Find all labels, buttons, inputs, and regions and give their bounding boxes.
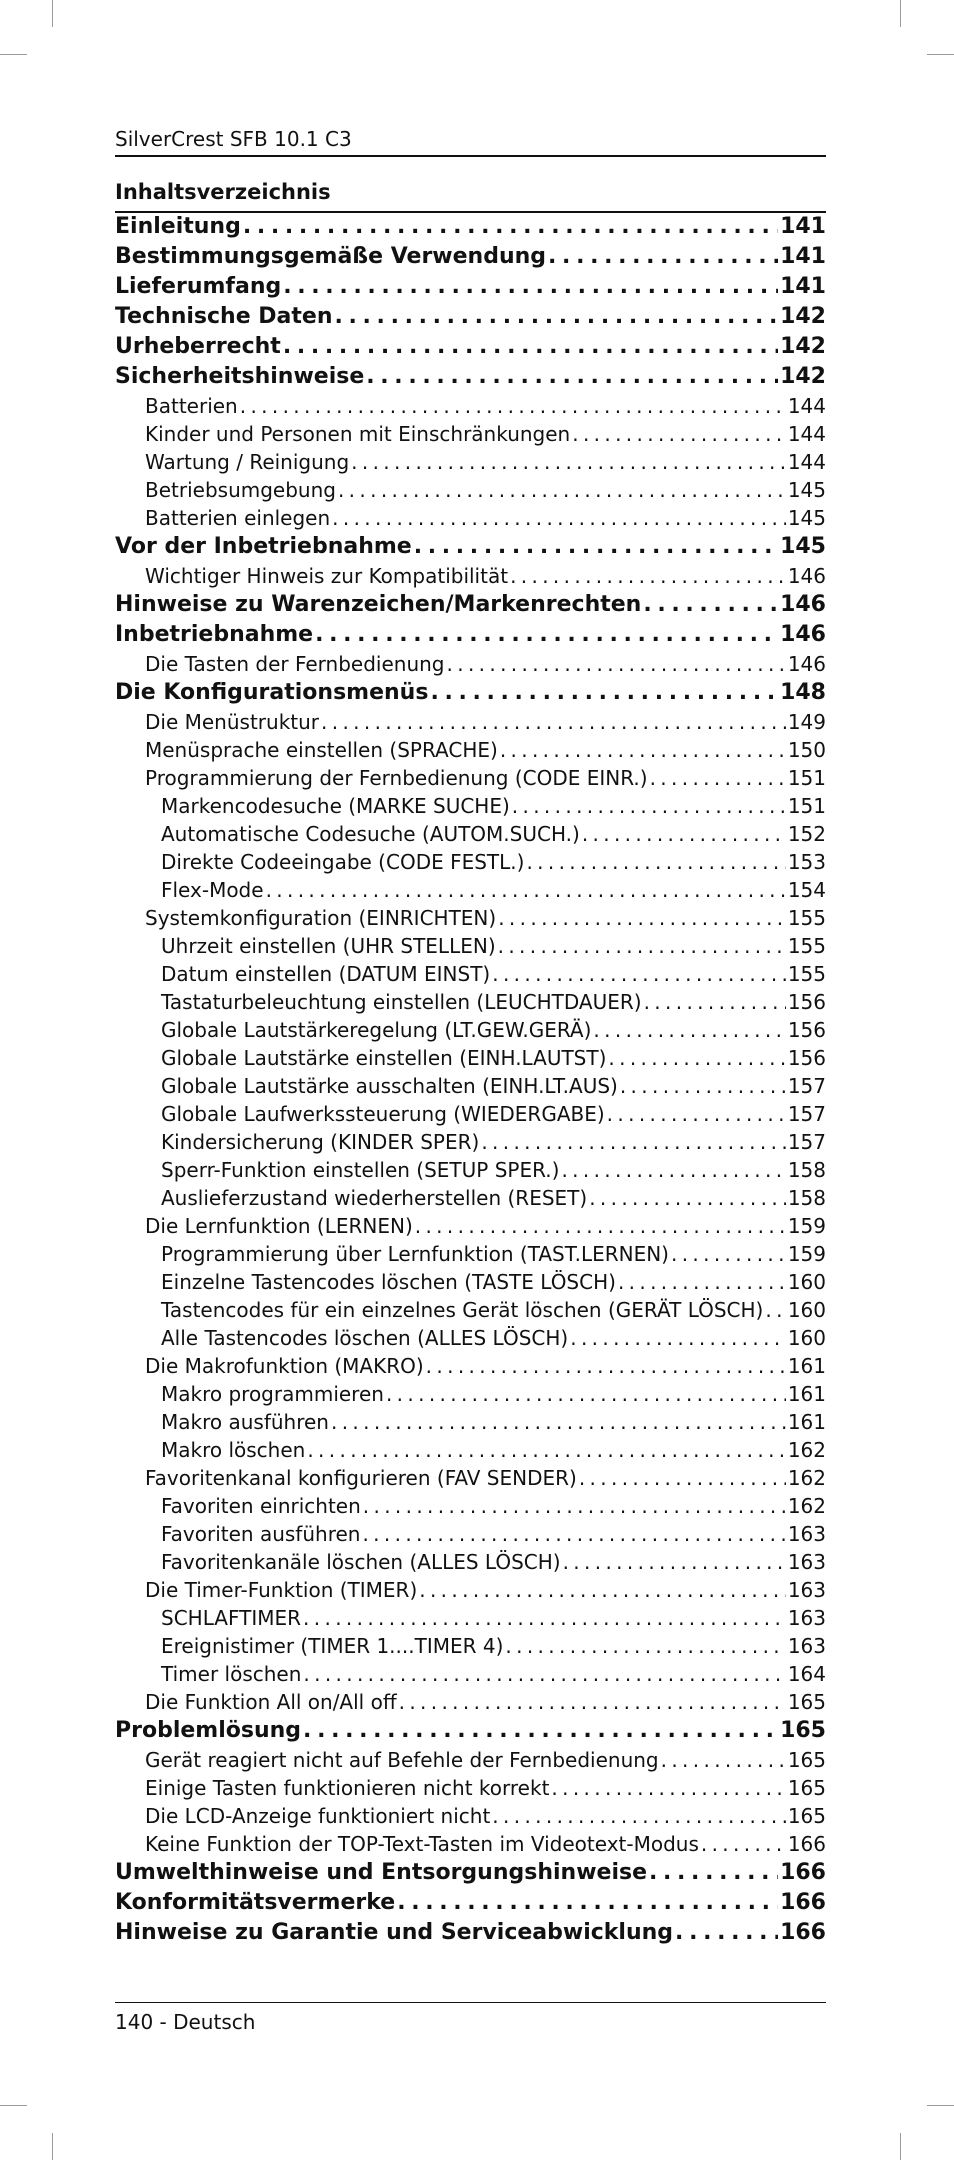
toc-entry-title: Globale Lautstärke ausschalten (EINH.LT.AUS) <box>161 1074 618 1098</box>
toc-entry-title: Tastaturbeleuchtung einstellen (LEUCHTDAUER) <box>161 990 642 1014</box>
toc-entry-page: 141 <box>780 244 826 269</box>
toc-entry[interactable] <box>115 506 826 534</box>
toc-leader-dots <box>492 1804 786 1828</box>
toc-leader-dots <box>643 592 778 617</box>
toc-entry[interactable] <box>115 680 826 710</box>
toc-entry-page: 145 <box>787 478 826 502</box>
footer-rule <box>115 2002 826 2003</box>
toc-entry[interactable] <box>115 1018 826 1046</box>
toc-entry-page: 154 <box>787 878 826 902</box>
toc-entry-title: Uhrzeit einstellen (UHR STELLEN) <box>161 934 496 958</box>
toc-entry-title: Die Tasten der Fernbedienung <box>145 652 445 676</box>
toc-entry[interactable] <box>115 534 826 564</box>
toc-leader-dots <box>426 1354 786 1378</box>
toc-leader-dots <box>589 1186 786 1210</box>
toc-entry[interactable] <box>115 1494 826 1522</box>
toc-entry-title: Ereignistimer (TIMER 1....TIMER 4) <box>161 1634 504 1658</box>
toc-entry-page: 153 <box>787 850 826 874</box>
toc-entry-title: Sicherheitshinweise <box>115 364 365 389</box>
toc-entry-title: Konformitätsvermerke <box>115 1890 396 1915</box>
toc-entry-title: Kindersicherung (KINDER SPER) <box>161 1130 480 1154</box>
toc-leader-dots <box>303 1606 786 1630</box>
toc-leader-dots <box>572 422 786 446</box>
toc-leader-dots <box>419 1578 786 1602</box>
toc-entry-page: 166 <box>787 1832 826 1856</box>
toc-leader-dots <box>526 850 785 874</box>
toc-leader-dots <box>362 1522 785 1546</box>
crop-mark <box>900 0 901 27</box>
toc-entry-page: 162 <box>787 1466 826 1490</box>
toc-entry-page: 164 <box>787 1662 826 1686</box>
toc-entry-title: Inbetriebnahme <box>115 622 314 647</box>
toc-entry[interactable] <box>115 622 826 652</box>
toc-entry-page: 163 <box>787 1606 826 1630</box>
crop-mark <box>52 0 53 27</box>
toc-entry-page: 159 <box>787 1214 826 1238</box>
toc-entry[interactable] <box>115 794 826 822</box>
toc-leader-dots <box>510 564 786 588</box>
toc-entry[interactable] <box>115 1438 826 1466</box>
toc-entry-title: Kinder und Personen mit Einschränkungen <box>145 422 571 446</box>
toc-entry[interactable] <box>115 1186 826 1214</box>
toc-leader-dots <box>498 906 786 930</box>
toc-entry-title: Flex-Mode <box>161 878 264 902</box>
toc-entry-page: 156 <box>787 990 826 1014</box>
toc-entry-title: Favoriten ausführen <box>161 1522 361 1546</box>
toc-entry-page: 163 <box>787 1634 826 1658</box>
toc-leader-dots <box>570 1326 786 1350</box>
table-of-contents <box>115 214 826 1950</box>
toc-leader-dots <box>607 1102 786 1126</box>
toc-entry[interactable] <box>115 1242 826 1270</box>
toc-entry-page: 163 <box>787 1550 826 1574</box>
toc-leader-dots <box>492 962 786 986</box>
toc-entry-page: 155 <box>787 934 826 958</box>
toc-entry-title: Makro programmieren <box>161 1382 384 1406</box>
toc-entry-page: 144 <box>787 450 826 474</box>
toc-entry-title: Die Timer-Funktion (TIMER) <box>145 1578 418 1602</box>
toc-entry[interactable] <box>115 394 826 422</box>
header-rule <box>115 155 826 157</box>
toc-entry-title: Datum einstellen (DATUM EINST) <box>161 962 491 986</box>
toc-entry-title: Favoritenkanal konfigurieren (FAV SENDER) <box>145 1466 577 1490</box>
toc-entry-page: 166 <box>780 1860 826 1885</box>
toc-entry[interactable] <box>115 1748 826 1776</box>
toc-entry-page: 160 <box>787 1270 826 1294</box>
toc-entry[interactable] <box>115 450 826 478</box>
toc-entry-page: 146 <box>787 564 826 588</box>
toc-entry[interactable] <box>115 478 826 506</box>
toc-entry-title: Batterien einlegen <box>145 506 331 530</box>
toc-entry[interactable] <box>115 274 826 304</box>
toc-entry[interactable] <box>115 850 826 878</box>
toc-entry-page: 165 <box>780 1718 826 1743</box>
toc-entry-title: Makro löschen <box>161 1438 306 1462</box>
toc-leader-dots <box>551 1776 785 1800</box>
toc-leader-dots <box>500 738 786 762</box>
crop-mark <box>0 2105 27 2106</box>
toc-entry-page: 155 <box>787 962 826 986</box>
toc-leader-dots <box>331 1410 786 1434</box>
toc-leader-dots <box>266 878 786 902</box>
toc-entry-title: Vor der Inbetriebnahme <box>115 534 412 559</box>
page-footer: 140 - Deutsch <box>115 2010 256 2034</box>
toc-entry-title: Bestimmungsgemäße Verwendung <box>115 244 547 269</box>
toc-entry-page: 155 <box>787 906 826 930</box>
toc-leader-dots <box>351 450 786 474</box>
toc-entry[interactable] <box>115 304 826 334</box>
toc-leader-dots <box>481 1130 786 1154</box>
toc-entry[interactable] <box>115 244 826 274</box>
toc-leader-dots <box>338 478 786 502</box>
toc-leader-dots <box>397 1890 778 1915</box>
toc-leader-dots <box>661 1748 786 1772</box>
crop-mark <box>52 2133 53 2160</box>
toc-leader-dots <box>671 1242 786 1266</box>
toc-leader-dots <box>579 1466 786 1490</box>
toc-entry-title: Die Menüstruktur <box>145 710 320 734</box>
toc-entry-title: Globale Lautstärke einstellen (EINH.LAUTST) <box>161 1046 607 1070</box>
toc-leader-dots <box>430 680 778 705</box>
toc-entry[interactable] <box>115 1214 826 1242</box>
toc-entry-page: 151 <box>787 794 826 818</box>
toc-entry-page: 161 <box>787 1354 826 1378</box>
toc-entry-title: Hinweise zu Garantie und Serviceabwicklung <box>115 1920 674 1945</box>
toc-entry[interactable] <box>115 1046 826 1074</box>
toc-entry[interactable] <box>115 1690 826 1718</box>
toc-entry-title: Batterien <box>145 394 238 418</box>
toc-leader-dots <box>447 652 786 676</box>
toc-entry[interactable] <box>115 1578 826 1606</box>
toc-entry-page: 165 <box>787 1690 826 1714</box>
toc-entry[interactable] <box>115 962 826 990</box>
toc-entry-title: Sperr-Funktion einstellen (SETUP SPER.) <box>161 1158 560 1182</box>
toc-heading-rule <box>115 211 826 213</box>
toc-entry[interactable] <box>115 652 826 680</box>
toc-entry-title: Technische Daten <box>115 304 333 329</box>
toc-entry-page: 166 <box>780 1920 826 1945</box>
toc-entry-page: 165 <box>787 1776 826 1800</box>
toc-entry-page: 148 <box>780 680 826 705</box>
toc-leader-dots <box>303 1662 785 1686</box>
toc-leader-dots <box>593 1018 785 1042</box>
toc-entry-page: 156 <box>787 1046 826 1070</box>
toc-entry-page: 142 <box>780 334 826 359</box>
toc-entry-title: Alle Tastencodes löschen (ALLES LÖSCH) <box>161 1326 569 1350</box>
toc-leader-dots <box>608 1046 785 1070</box>
toc-leader-dots <box>283 274 778 299</box>
toc-entry-title: Direkte Codeeingabe (CODE FESTL.) <box>161 850 525 874</box>
toc-leader-dots <box>363 1494 786 1518</box>
toc-entry-page: 160 <box>787 1326 826 1350</box>
toc-entry-title: Wartung / Reinigung <box>145 450 350 474</box>
toc-entry-page: 158 <box>787 1158 826 1182</box>
toc-entry-title: Automatische Codesuche (AUTOM.SUCH.) <box>161 822 580 846</box>
toc-leader-dots <box>765 1298 785 1322</box>
toc-entry[interactable] <box>115 1550 826 1578</box>
toc-entry-title: Gerät reagiert nicht auf Befehle der Fernbedienung <box>145 1748 659 1772</box>
toc-entry-title: Markencodesuche (MARKE SUCHE) <box>161 794 510 818</box>
toc-entry-page: 141 <box>780 274 826 299</box>
toc-leader-dots <box>414 534 778 559</box>
toc-entry[interactable] <box>115 1410 826 1438</box>
toc-entry-title: Die LCD-Anzeige funktioniert nicht <box>145 1804 491 1828</box>
toc-leader-dots <box>649 1860 778 1885</box>
toc-leader-dots <box>335 304 779 329</box>
toc-entry-page: 163 <box>787 1578 826 1602</box>
toc-entry-page: 149 <box>787 710 826 734</box>
toc-entry-title: Einige Tasten funktionieren nicht korrekt <box>145 1776 550 1800</box>
toc-leader-dots <box>644 990 786 1014</box>
toc-entry-title: Timer löschen <box>161 1662 302 1686</box>
toc-entry[interactable] <box>115 1606 826 1634</box>
toc-entry[interactable] <box>115 1382 826 1410</box>
toc-entry-title: Favoritenkanäle löschen (ALLES LÖSCH) <box>161 1550 561 1574</box>
crop-mark <box>927 2105 954 2106</box>
toc-entry-title: Programmierung der Fernbedienung (CODE EINR.) <box>145 766 648 790</box>
toc-entry[interactable] <box>115 1920 826 1950</box>
toc-entry-title: Makro ausführen <box>161 1410 329 1434</box>
toc-entry-title: Tastencodes für ein einzelnes Gerät löschen (GERÄT LÖSCH) <box>161 1298 764 1322</box>
toc-entry-page: 152 <box>787 822 826 846</box>
toc-entry[interactable] <box>115 1298 826 1326</box>
toc-entry-page: 146 <box>787 652 826 676</box>
toc-entry-page: 157 <box>787 1130 826 1154</box>
toc-entry-title: Einzelne Tastencodes löschen (TASTE LÖSCH) <box>161 1270 616 1294</box>
toc-entry[interactable] <box>115 1354 826 1382</box>
toc-entry[interactable] <box>115 1718 826 1748</box>
toc-entry-title: Globale Laufwerkssteuerung (WIEDERGABE) <box>161 1102 605 1126</box>
toc-entry[interactable] <box>115 990 826 1018</box>
toc-entry-title: Hinweise zu Warenzeichen/Markenrechten <box>115 592 642 617</box>
toc-entry[interactable] <box>115 934 826 962</box>
toc-leader-dots <box>243 214 778 239</box>
toc-leader-dots <box>386 1382 786 1406</box>
toc-leader-dots <box>620 1074 786 1098</box>
toc-entry-title: Wichtiger Hinweis zur Kompatibilität <box>145 564 509 588</box>
toc-entry-page: 166 <box>780 1890 826 1915</box>
toc-entry[interactable] <box>115 564 826 592</box>
toc-entry-title: Auslieferzustand wiederherstellen (RESET) <box>161 1186 588 1210</box>
toc-entry-page: 146 <box>780 592 826 617</box>
toc-entry-page: 165 <box>787 1748 826 1772</box>
toc-entry[interactable] <box>115 1634 826 1662</box>
toc-entry-page: 144 <box>787 422 826 446</box>
toc-entry-title: Die Lernfunktion (LERNEN) <box>145 1214 413 1238</box>
toc-leader-dots <box>321 710 786 734</box>
crop-mark <box>0 54 27 55</box>
toc-leader-dots <box>399 1690 786 1714</box>
toc-entry-title: Die Funktion All on/All off <box>145 1690 397 1714</box>
toc-leader-dots <box>505 1634 785 1658</box>
toc-leader-dots <box>307 1438 785 1462</box>
crop-mark <box>927 54 954 55</box>
toc-entry-page: 141 <box>780 214 826 239</box>
toc-entry[interactable] <box>115 878 826 906</box>
toc-heading: Inhaltsverzeichnis <box>115 180 331 204</box>
toc-entry-title: Betriebsumgebung <box>145 478 336 502</box>
toc-entry-page: 145 <box>787 506 826 530</box>
toc-entry-page: 157 <box>787 1102 826 1126</box>
toc-leader-dots <box>650 766 786 790</box>
toc-entry[interactable] <box>115 906 826 934</box>
toc-leader-dots <box>548 244 778 269</box>
toc-entry[interactable] <box>115 1522 826 1550</box>
toc-entry-title: Keine Funktion der TOP-Text-Tasten im Videotext-Modus <box>145 1832 699 1856</box>
toc-entry[interactable] <box>115 334 826 364</box>
toc-entry-title: Die Konfigurationsmenüs <box>115 680 429 705</box>
toc-entry[interactable] <box>115 1158 826 1186</box>
toc-entry[interactable] <box>115 1102 826 1130</box>
toc-entry[interactable] <box>115 1804 826 1832</box>
toc-entry[interactable] <box>115 1890 826 1920</box>
toc-entry[interactable] <box>115 1270 826 1298</box>
toc-entry[interactable] <box>115 422 826 450</box>
toc-leader-dots <box>240 394 786 418</box>
toc-entry-page: 159 <box>787 1242 826 1266</box>
crop-mark <box>900 2133 901 2160</box>
toc-leader-dots <box>675 1920 778 1945</box>
toc-entry-page: 142 <box>780 364 826 389</box>
toc-leader-dots <box>618 1270 786 1294</box>
toc-entry[interactable] <box>115 1860 826 1890</box>
toc-entry-page: 162 <box>787 1494 826 1518</box>
toc-entry[interactable] <box>115 1662 826 1690</box>
toc-entry-page: 157 <box>787 1074 826 1098</box>
toc-leader-dots <box>332 506 786 530</box>
toc-leader-dots <box>366 364 778 389</box>
toc-leader-dots <box>582 822 786 846</box>
toc-entry-title: Einleitung <box>115 214 241 239</box>
toc-leader-dots <box>283 334 778 359</box>
toc-entry[interactable] <box>115 1130 826 1158</box>
toc-entry-page: 162 <box>787 1438 826 1462</box>
toc-leader-dots <box>563 1550 786 1574</box>
toc-entry-page: 165 <box>787 1804 826 1828</box>
toc-leader-dots <box>561 1158 785 1182</box>
toc-entry-title: Urheberrecht <box>115 334 281 359</box>
toc-entry-title: Systemkonfiguration (EINRICHTEN) <box>145 906 497 930</box>
toc-entry-page: 163 <box>787 1522 826 1546</box>
toc-entry-title: Favoriten einrichten <box>161 1494 361 1518</box>
toc-entry[interactable] <box>115 364 826 394</box>
toc-entry-title: Die Makrofunktion (MAKRO) <box>145 1354 424 1378</box>
toc-entry-page: 150 <box>787 738 826 762</box>
toc-entry[interactable] <box>115 1074 826 1102</box>
toc-entry[interactable] <box>115 766 826 794</box>
page-header-title: SilverCrest SFB 10.1 C3 <box>115 127 352 151</box>
toc-entry-page: 161 <box>787 1410 826 1434</box>
toc-entry[interactable] <box>115 710 826 738</box>
toc-entry-page: 146 <box>780 622 826 647</box>
toc-entry[interactable] <box>115 822 826 850</box>
toc-entry-title: Lieferumfang <box>115 274 282 299</box>
toc-leader-dots <box>512 794 786 818</box>
toc-entry-page: 156 <box>787 1018 826 1042</box>
toc-leader-dots <box>701 1832 786 1856</box>
toc-entry[interactable] <box>115 1776 826 1804</box>
toc-entry[interactable] <box>115 1466 826 1494</box>
toc-entry-title: Problemlösung <box>115 1718 302 1743</box>
toc-entry-title: Menüsprache einstellen (SPRACHE) <box>145 738 498 762</box>
toc-entry-title: SCHLAFTIMER <box>161 1606 302 1630</box>
toc-entry-title: Umwelthinweise und Entsorgungshinweise <box>115 1860 647 1885</box>
toc-leader-dots <box>303 1718 778 1743</box>
toc-entry[interactable] <box>115 1832 826 1860</box>
toc-entry-title: Globale Lautstärkeregelung (LT.GEW.GERÄ) <box>161 1018 592 1042</box>
toc-leader-dots <box>498 934 786 958</box>
toc-entry[interactable] <box>115 1326 826 1354</box>
toc-entry-page: 161 <box>787 1382 826 1406</box>
toc-entry-page: 145 <box>780 534 826 559</box>
toc-entry-page: 142 <box>780 304 826 329</box>
toc-entry-page: 151 <box>787 766 826 790</box>
toc-leader-dots <box>415 1214 786 1238</box>
toc-entry[interactable] <box>115 592 826 622</box>
toc-entry[interactable] <box>115 214 826 244</box>
toc-entry[interactable] <box>115 738 826 766</box>
toc-entry-page: 158 <box>787 1186 826 1210</box>
toc-leader-dots <box>315 622 778 647</box>
toc-entry-page: 160 <box>787 1298 826 1322</box>
toc-entry-title: Programmierung über Lernfunktion (TAST.LERNEN) <box>161 1242 669 1266</box>
toc-entry-page: 144 <box>787 394 826 418</box>
